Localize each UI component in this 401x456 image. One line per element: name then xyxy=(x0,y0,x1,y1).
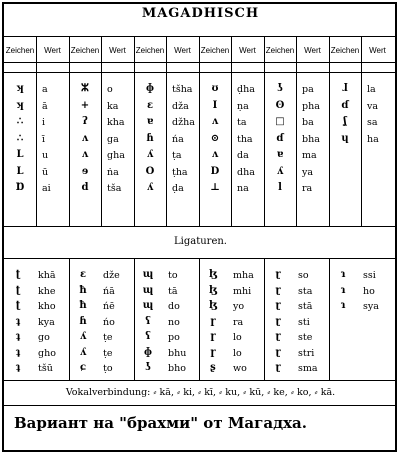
ligature-value: ṭe xyxy=(103,332,113,343)
ligature-glyph: ɼ xyxy=(210,346,216,358)
ligature-glyph: ʈ xyxy=(15,300,21,311)
ligature-glyph: ɰ xyxy=(142,269,154,280)
divider xyxy=(231,36,232,226)
ligature-glyph: ɽ xyxy=(275,269,281,280)
ligature-value: khā xyxy=(38,270,56,281)
ligature-value: sya xyxy=(363,301,379,312)
transliteration-value: ta xyxy=(237,117,247,128)
transliteration-value: ba xyxy=(302,117,314,128)
ligature-value: stri xyxy=(298,347,315,359)
transliteration-value: ha xyxy=(367,133,379,145)
ligature-value: ńo xyxy=(103,316,115,328)
transliteration-value: bha xyxy=(302,133,320,145)
transliteration-value: pa xyxy=(302,84,314,95)
ligature-glyph: ɿ xyxy=(340,269,346,280)
column-header: Wert xyxy=(44,46,61,55)
transliteration-value: ḍha xyxy=(237,84,255,95)
transliteration-value: dža xyxy=(172,100,189,112)
script-glyph: ʌ xyxy=(81,132,89,144)
script-glyph: ∴ xyxy=(16,132,24,144)
script-glyph: l xyxy=(278,182,282,193)
script-glyph: L xyxy=(16,165,24,177)
ligature-value: bho xyxy=(168,363,186,374)
transliteration-value: ī xyxy=(42,133,46,145)
script-glyph: ɐ xyxy=(276,149,284,160)
ligature-value: wo xyxy=(233,363,247,374)
divider xyxy=(134,258,135,380)
script-glyph: ʎ xyxy=(146,149,154,160)
ligature-glyph: ɛ xyxy=(79,269,87,280)
transliteration-value: da xyxy=(237,150,249,161)
transliteration-value: ya xyxy=(302,166,314,178)
vowel-combination-line: Vokalverbindung: ⸗ kā, ⸗ ki, ⸗ kī, ⸗ ku, ⸗ kū, ⸗ ke, ⸗ ko, ⸗ kā. xyxy=(65,387,336,398)
transliteration-value: tša xyxy=(107,183,122,194)
column-header: Wert xyxy=(369,46,386,55)
ligature-value: to xyxy=(168,270,178,281)
script-glyph: O xyxy=(145,165,155,177)
ligature-glyph: ʈ xyxy=(15,284,21,296)
ligature-value: ṭe xyxy=(103,347,113,359)
ligature-glyph: ʎ xyxy=(79,346,87,358)
ligature-glyph: ɽ xyxy=(275,346,281,358)
ligature-value: kho xyxy=(38,301,56,312)
divider xyxy=(361,36,362,226)
ligature-glyph: ɰ xyxy=(142,284,154,296)
transliteration-value: ai xyxy=(42,183,51,194)
script-glyph: Ɒ xyxy=(15,182,25,193)
ligature-value: ra xyxy=(233,316,244,328)
script-glyph: ʎ xyxy=(146,182,154,193)
divider xyxy=(69,258,70,380)
ligature-glyph: ɰ xyxy=(142,300,154,311)
ligature-glyph: ɼ xyxy=(210,315,216,327)
transliteration-value: o xyxy=(107,84,113,95)
divider xyxy=(329,36,330,226)
divider xyxy=(296,36,297,226)
transliteration-value: ū xyxy=(42,166,49,178)
transliteration-value: u xyxy=(42,150,49,161)
ligature-glyph: ɿ xyxy=(340,284,346,296)
transliteration-value: gha xyxy=(107,150,125,161)
divider xyxy=(101,36,102,226)
divider xyxy=(199,36,200,226)
transliteration-value: va xyxy=(367,100,379,112)
script-glyph: ⊥ xyxy=(210,182,220,193)
script-glyph: ɺ xyxy=(342,83,348,94)
transliteration-value: tšha xyxy=(172,84,193,95)
column-header: Wert xyxy=(304,46,321,55)
script-glyph: d xyxy=(81,182,89,193)
ligature-glyph: ʈ xyxy=(15,269,21,280)
transliteration-value: la xyxy=(367,84,376,95)
transliteration-value: ra xyxy=(302,183,313,194)
caption: Вариант на "брахми" от Магадха. xyxy=(14,414,307,432)
ligature-glyph: ɽ xyxy=(275,362,281,373)
ligature-glyph: ʇ xyxy=(15,331,21,342)
ligature-value: po xyxy=(168,332,180,343)
column-header: Zeichen xyxy=(135,46,165,55)
transliteration-value: kha xyxy=(107,117,125,128)
ligature-glyph: ʎ xyxy=(79,331,87,342)
transliteration-value: sa xyxy=(367,117,378,128)
transliteration-value: na xyxy=(237,183,249,194)
divider xyxy=(4,405,395,406)
column-header: Wert xyxy=(239,46,256,55)
divider xyxy=(69,36,70,226)
ligature-glyph: ɽ xyxy=(275,331,281,342)
ligature-value: bhu xyxy=(168,347,187,359)
ligature-value: khe xyxy=(38,285,56,297)
ligature-glyph: ʕ xyxy=(145,331,151,342)
ligature-value: ńē xyxy=(103,301,115,312)
ligature-value: ho xyxy=(363,285,375,297)
script-glyph: ʘ xyxy=(275,99,285,111)
ligature-glyph: ɿ xyxy=(340,300,346,311)
divider xyxy=(4,226,395,227)
ligature-value: sta xyxy=(298,285,313,297)
ligature-value: ste xyxy=(298,332,313,343)
ligature-value: kya xyxy=(38,316,55,328)
ligature-glyph: ʖ xyxy=(145,362,151,373)
transliteration-value: ḍa xyxy=(172,183,184,194)
transliteration-value: ka xyxy=(107,100,119,112)
transliteration-value: ṭha xyxy=(172,166,188,178)
transliteration-value: ṭa xyxy=(172,150,182,161)
script-glyph: ɸ xyxy=(146,83,154,94)
transliteration-value: dha xyxy=(237,166,255,178)
script-glyph: ⵣ xyxy=(81,83,89,94)
transliteration-value: ṇa xyxy=(237,100,249,112)
ligature-value: mhi xyxy=(233,285,252,297)
ligature-value: stā xyxy=(298,301,313,312)
transliteration-value: ńa xyxy=(172,133,184,145)
ligature-value: ńā xyxy=(103,285,115,297)
ligature-glyph: ɮ xyxy=(209,284,217,296)
column-header: Zeichen xyxy=(5,46,35,55)
ligatures-title: Ligaturen. xyxy=(174,236,227,247)
divider xyxy=(264,36,265,226)
divider xyxy=(36,36,37,226)
divider xyxy=(134,36,135,226)
script-glyph: ⊙ xyxy=(210,132,220,144)
ligature-value: so xyxy=(298,270,309,281)
transliteration-value: tha xyxy=(237,133,253,145)
ligature-value: ṭo xyxy=(103,363,113,374)
transliteration-value: ma xyxy=(302,150,317,161)
column-header: Zeichen xyxy=(200,46,230,55)
ligature-value: mha xyxy=(233,270,254,281)
ligature-glyph: ɕ xyxy=(79,362,87,373)
ligature-value: gho xyxy=(38,347,56,359)
ligature-value: no xyxy=(168,316,180,328)
ligature-glyph: ʕ xyxy=(145,315,151,327)
script-glyph: ʊ xyxy=(211,83,219,94)
script-glyph: ʔ xyxy=(82,116,88,127)
script-glyph: ʎ xyxy=(276,165,284,177)
transliteration-value: a xyxy=(42,84,48,95)
ligature-value: dže xyxy=(103,270,120,281)
script-glyph: ɥ xyxy=(341,132,349,144)
script-glyph: ʖ xyxy=(277,83,283,94)
transliteration-value: pha xyxy=(302,100,320,112)
column-header: Wert xyxy=(109,46,126,55)
transliteration-value: ga xyxy=(107,133,119,145)
script-glyph: L xyxy=(16,149,24,160)
ligature-value: ssi xyxy=(363,270,376,281)
ligature-glyph: ħ xyxy=(79,284,87,296)
ligature-value: go xyxy=(38,332,50,343)
script-glyph: ɐ xyxy=(146,116,154,127)
ligature-glyph: ʇ xyxy=(15,346,21,358)
ligature-value: yo xyxy=(233,301,245,312)
table-title: MAGADHISCH xyxy=(141,6,260,21)
ligature-value: do xyxy=(168,301,180,312)
ligature-glyph: ɽ xyxy=(275,300,281,311)
script-glyph: ʞ xyxy=(16,99,24,111)
script-glyph: ʆ xyxy=(343,116,347,127)
ligature-glyph: ɽ xyxy=(275,284,281,296)
ligature-glyph: ɦ xyxy=(79,315,87,327)
divider xyxy=(329,258,330,380)
transliteration-value: ṅa xyxy=(107,166,119,178)
divider xyxy=(4,380,395,381)
script-glyph: ɦ xyxy=(146,132,154,144)
script-glyph: I xyxy=(212,99,218,111)
ligature-glyph: ɽ xyxy=(275,315,281,327)
script-glyph: ɗ xyxy=(341,99,349,111)
column-header: Zeichen xyxy=(265,46,295,55)
ligature-value: lo xyxy=(233,332,242,343)
ligature-glyph: ʂ xyxy=(210,362,216,373)
script-glyph: + xyxy=(80,99,90,111)
transliteration-value: ā xyxy=(42,100,48,112)
script-glyph: ʞ xyxy=(16,83,24,94)
ligature-value: lo xyxy=(233,347,242,359)
transliteration-value: i xyxy=(42,117,46,128)
script-glyph: ɗ xyxy=(276,132,284,144)
column-header: Zeichen xyxy=(70,46,100,55)
script-glyph: □ xyxy=(275,116,285,127)
ligature-value: sma xyxy=(298,363,318,374)
transliteration-value: džha xyxy=(172,117,195,128)
column-header: Wert xyxy=(174,46,191,55)
script-glyph: D xyxy=(210,165,220,177)
ligature-glyph: ħ xyxy=(79,300,87,311)
script-glyph: ʌ xyxy=(81,149,89,160)
script-glyph: ∴ xyxy=(16,116,24,127)
script-glyph: ɛ xyxy=(146,99,154,111)
ligature-glyph: ɮ xyxy=(209,300,217,311)
script-glyph: ɘ xyxy=(81,165,89,177)
divider xyxy=(264,258,265,380)
script-glyph: ʌ xyxy=(211,116,219,127)
ligature-value: tšū xyxy=(38,363,53,374)
ligature-glyph: ʇ xyxy=(15,362,21,373)
column-header: Zeichen xyxy=(330,46,360,55)
ligature-glyph: ɮ xyxy=(209,269,217,280)
ligature-glyph: ɼ xyxy=(210,331,216,342)
divider xyxy=(199,258,200,380)
ligature-glyph: ʇ xyxy=(15,315,21,327)
ligature-value: sti xyxy=(298,316,310,328)
script-glyph: ʌ xyxy=(211,149,219,160)
divider xyxy=(166,36,167,226)
ligature-glyph: ɸ xyxy=(144,346,152,358)
ligature-value: tā xyxy=(168,285,178,297)
